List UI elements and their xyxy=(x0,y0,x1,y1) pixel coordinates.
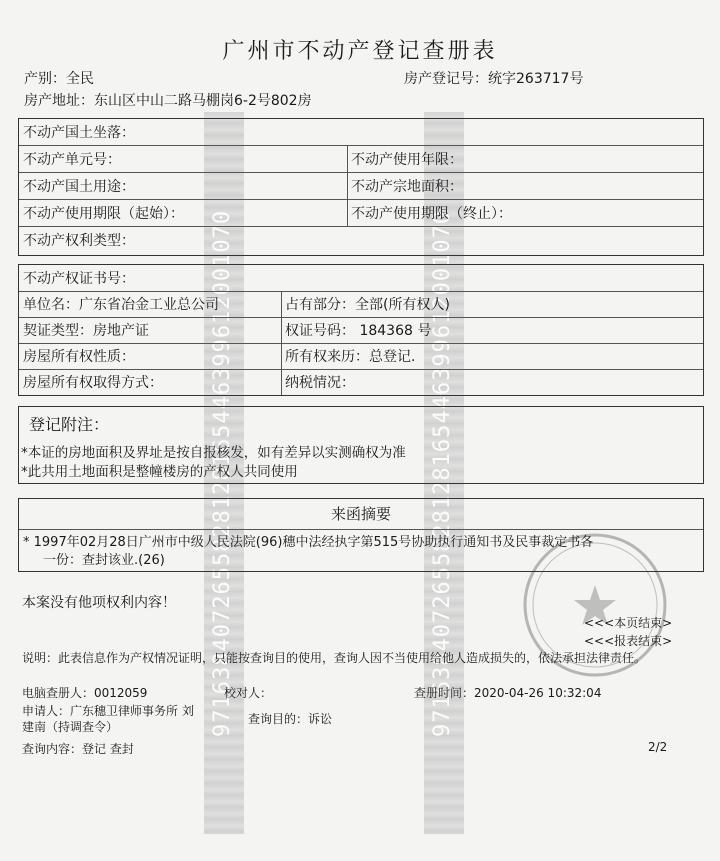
ownership-nature-label: 房屋所有权性质： xyxy=(23,349,135,365)
section-ownership-info xyxy=(18,264,704,396)
unit-name: 单位名：广东省冶金工业总公司 xyxy=(23,297,219,313)
notes-line-2: *此共用土地面积是整幢楼房的产权人共同使用 xyxy=(21,464,298,480)
letters-title: 来函摘要 xyxy=(330,505,391,523)
page-number: 2/2 xyxy=(648,740,668,754)
tax-label: 纳税情况： xyxy=(285,375,355,391)
share-portion: 占有部分：全部(所有权人) xyxy=(285,297,450,313)
unit-number-label: 不动产单元号： xyxy=(23,152,121,168)
query-content: 查询内容：登记 查封 xyxy=(22,742,134,756)
use-term-label: 不动产使用年限： xyxy=(351,152,463,168)
page-end-marker: <<<本页结束> xyxy=(584,616,673,630)
section-land-info xyxy=(18,118,704,256)
deed-type: 契证类型：房地产证 xyxy=(23,323,149,339)
term-end-label: 不动产使用期限（终止）： xyxy=(351,206,512,222)
watermark-text-right: 9716384072655828128165446399612001070 xyxy=(430,209,455,737)
property-address: 房产地址：东山区中山二路马棚岗6-2号802房 xyxy=(24,93,312,109)
page-title: 广州市不动产登记查册表 xyxy=(222,39,498,64)
land-location-label: 不动产国土坐落： xyxy=(23,125,135,141)
section-registration-notes xyxy=(18,406,704,484)
operator: 电脑查册人：0012059 xyxy=(22,686,148,700)
query-time: 查册时间：2020-04-26 10:32:04 xyxy=(414,686,602,700)
no-other-rights: 本案没有他项权利内容！ xyxy=(22,595,176,611)
section-letters-summary xyxy=(18,498,704,572)
right-type-label: 不动产权利类型： xyxy=(23,233,135,249)
footer-note: 说明：此表信息作为产权情况证明，只能按查询目的使用，查询人因不当使用给他人造成损失的，依法承担法律责任。 xyxy=(22,651,647,665)
watermark-text-left: 9716384072655828128165446399612001070 xyxy=(210,209,235,737)
letters-line-2: 一份：查封该业.(26) xyxy=(43,553,165,568)
applicant-line-1: 申请人：广东穗卫律师事务所 刘 xyxy=(22,704,194,718)
applicant-line-2: 建南（持调查令） xyxy=(22,720,119,734)
property-type: 产别：全民 xyxy=(24,71,94,87)
notes-line-1: *本证的房地面积及界址是按自报核发，如有差异以实测确权为准 xyxy=(21,445,406,461)
right-cert-number: 权证号码： 184368 号 xyxy=(285,323,432,339)
land-use-label: 不动产国土用途： xyxy=(23,179,135,195)
query-purpose: 查询目的：诉讼 xyxy=(248,712,333,726)
registration-number: 房产登记号：统字263717号 xyxy=(404,71,584,87)
cert-number-label: 不动产权证书号： xyxy=(23,271,135,287)
term-start-label: 不动产使用期限（起始）： xyxy=(23,206,184,222)
parcel-area-label: 不动产宗地面积： xyxy=(351,179,463,195)
checker: 校对人： xyxy=(224,686,273,700)
acquire-method-label: 房屋所有权取得方式： xyxy=(23,375,163,391)
letters-line-1: * 1997年02月28日广州市中级人民法院(96)穗中法经执字第515号协助执行通知书及民事裁定书各 xyxy=(23,535,594,550)
notes-label: 登记附注： xyxy=(29,415,110,434)
ownership-source: 所有权来历：总登记. xyxy=(285,349,416,365)
report-end-marker: <<<报表结束> xyxy=(584,634,673,648)
